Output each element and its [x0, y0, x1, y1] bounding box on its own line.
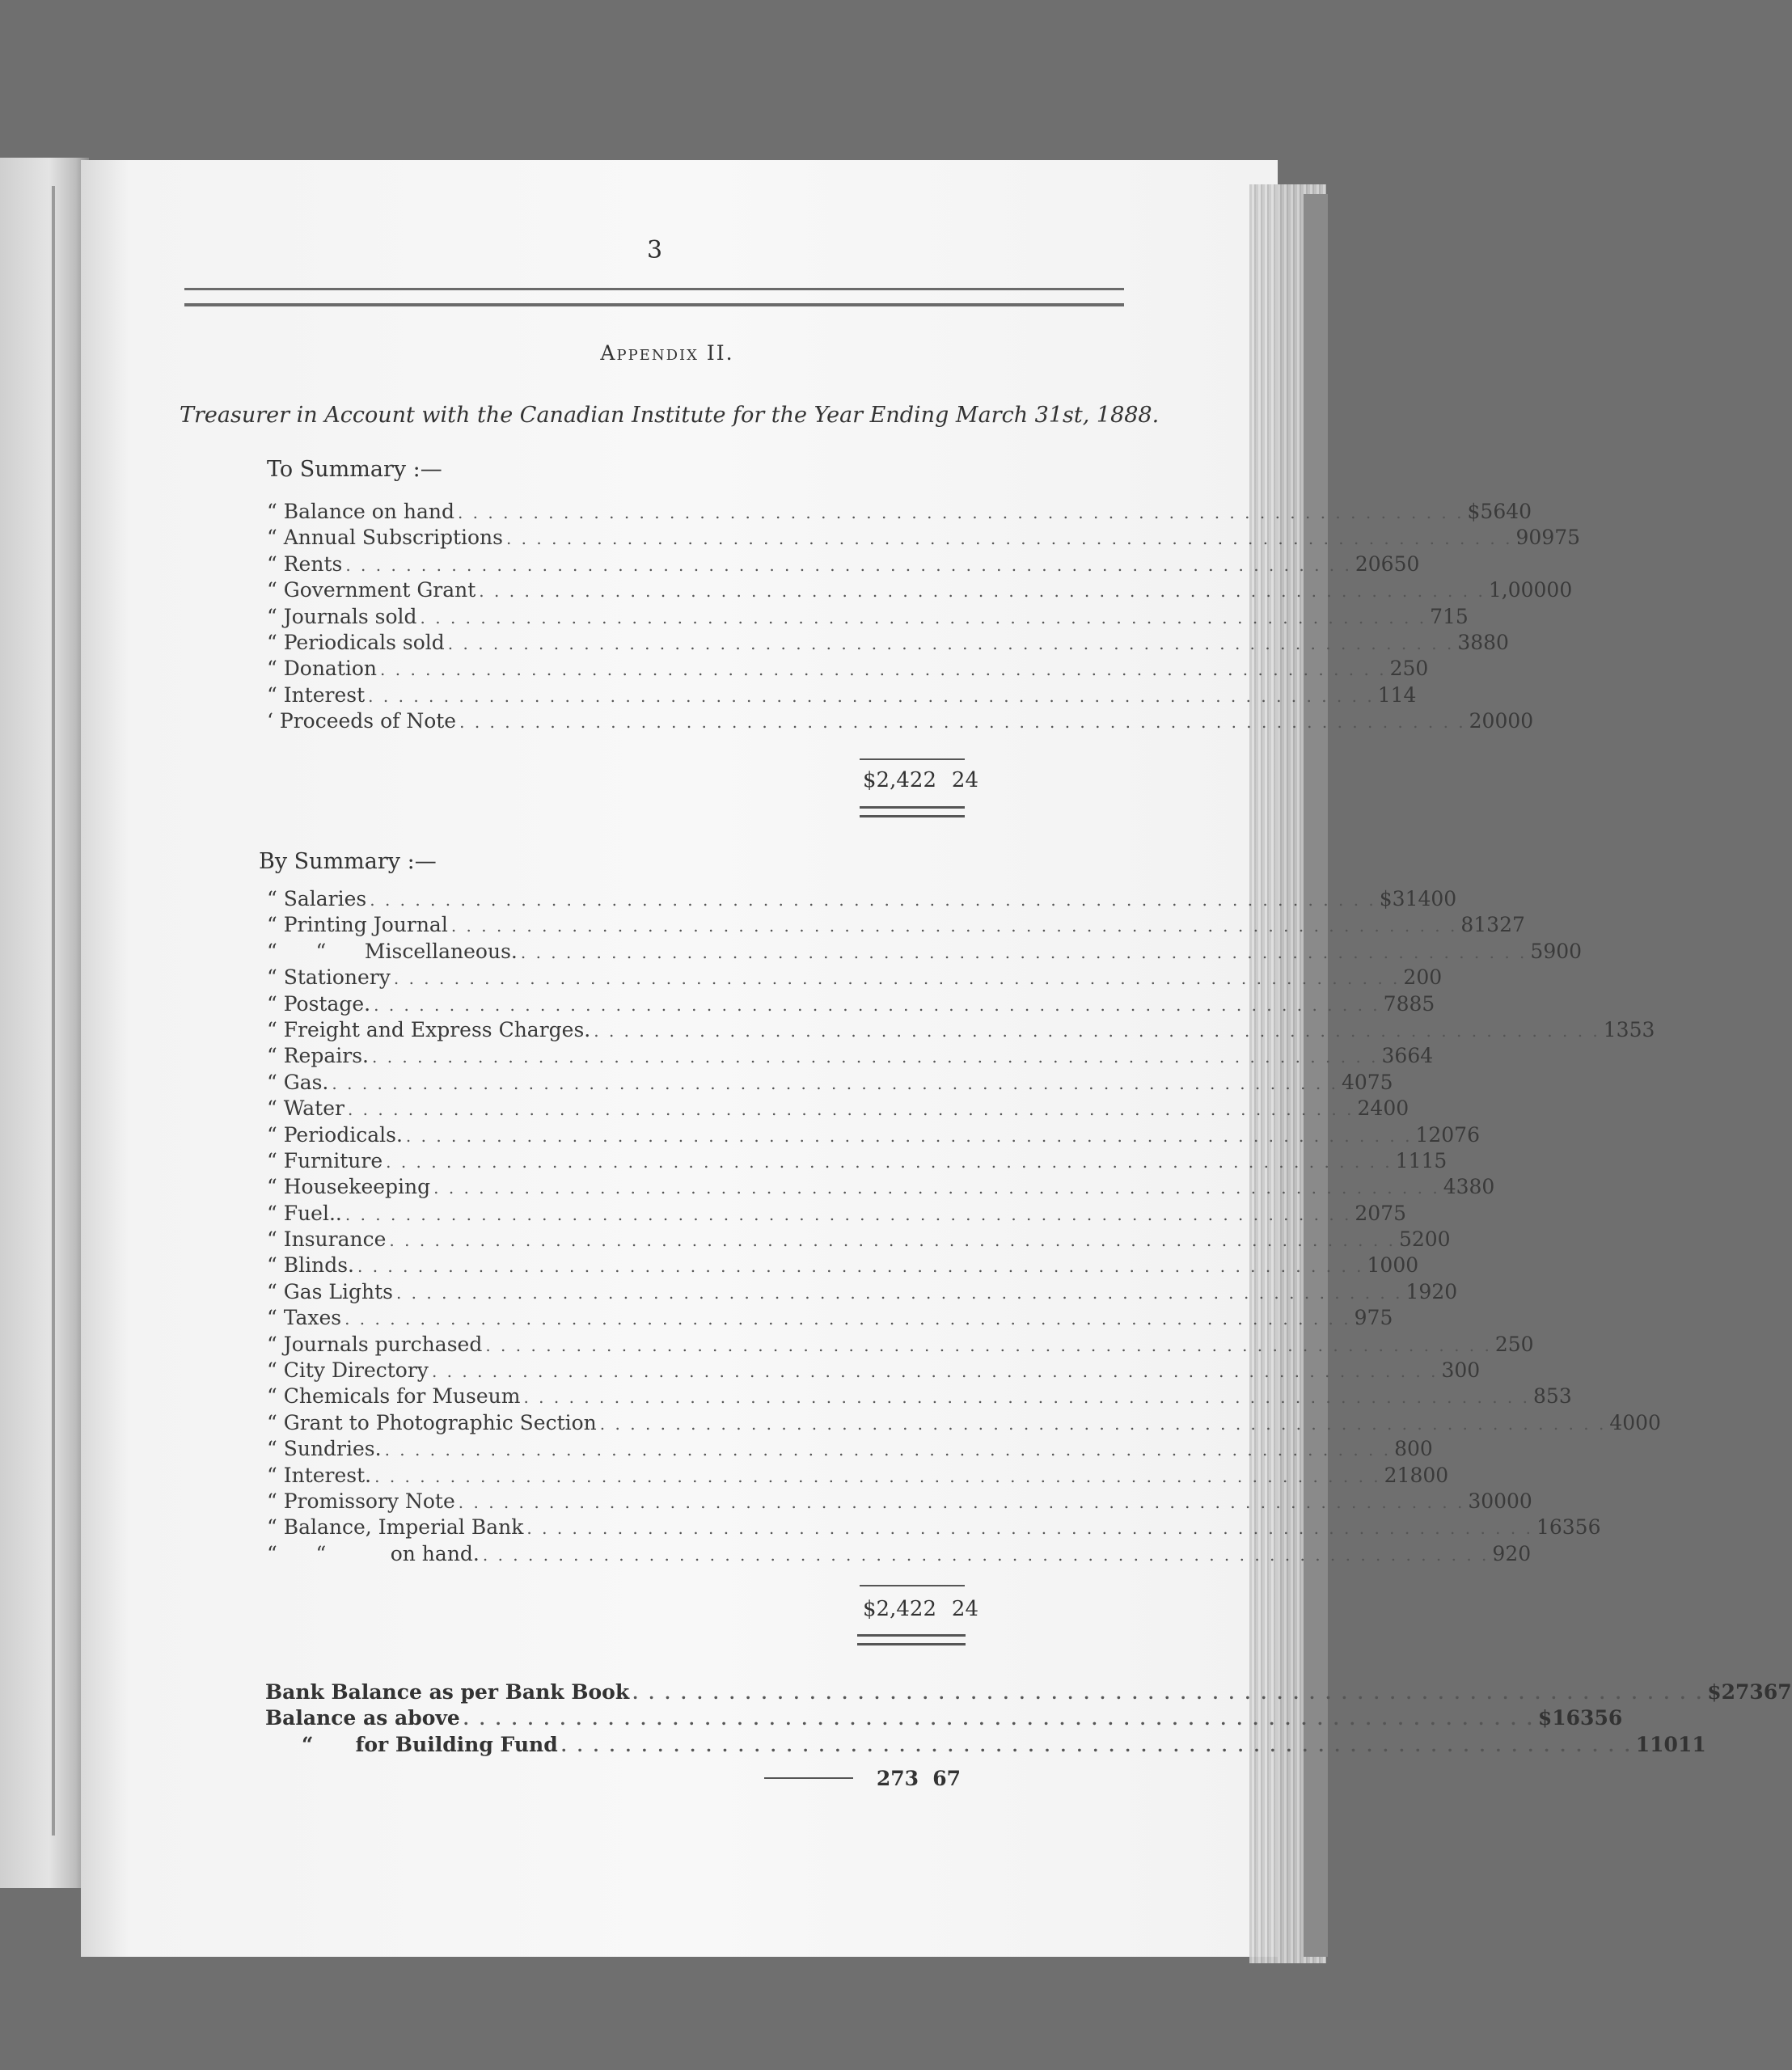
bank-sum-row [265, 1767, 961, 1793]
receipts-row [267, 500, 1532, 526]
dot-leader: . . . . . . . . . . . . . . . . . . . . . . . . . . . . . . . . . . . . . . . . . . . . . . . . . . . . . . . . . . . . . . . . . . . [526, 1519, 1533, 1539]
expenditures-row-label: “ Salaries [267, 887, 367, 910]
expenditures-row-dollars: 19 [1405, 1279, 1432, 1303]
page-number: 3 [647, 236, 663, 264]
expenditures-row-label: “ Taxes [267, 1306, 342, 1330]
expenditures-row-cents: 80 [1469, 1175, 1495, 1199]
expenditures-row [267, 913, 1525, 939]
expenditures-row-dollars: 9 [1492, 1541, 1506, 1565]
expenditures-row-dollars: 8 [1533, 1384, 1546, 1409]
expenditures-row-label: “ Postage. [267, 991, 371, 1016]
expenditures-row-cents: 20 [1431, 1279, 1458, 1303]
dot-leader: . . . . . . . . . . . . . . . . . . . . . . . . . . . . . . . . . . . . . . . . . . . . . . . . . . . . . . . . . . . . . . . . . . . [420, 607, 1427, 627]
dot-leader: . . . . . . . . . . . . . . . . . . . . . . . . . . . . . . . . . . . . . . . . . . . . . . . . . . . . . . . . . . . . . . . . . . . [523, 1388, 1531, 1408]
dot-leader: . . . . . . . . . . . . . . . . . . . . . . . . . . . . . . . . . . . . . . . . . . . . . . . . . . . . . . . . . . . . . . . . . . . [431, 1362, 1439, 1382]
book-spine [52, 186, 55, 1836]
expenditures-row-cents: 00 [1431, 887, 1457, 910]
expenditures-section-label: By Summary :— [259, 849, 437, 874]
expenditures-row-label: “ City Directory [267, 1358, 429, 1383]
expenditures-row [267, 1437, 1433, 1463]
receipts-row [267, 604, 1469, 631]
expenditures-row-cents: 15 [1421, 1148, 1448, 1172]
expenditures-row-label: “ Interest. [267, 1463, 372, 1487]
receipts-row-cents: 50 [1393, 551, 1420, 576]
expenditures-row [267, 965, 1443, 991]
receipts-total-dollars: $2,422 [863, 768, 936, 792]
bank-book-cents: 67 [1763, 1680, 1792, 1704]
expenditures-row-label: “ Gas Lights [267, 1279, 393, 1303]
expenditures-row-label: “ Water [267, 1096, 344, 1121]
expenditures-row [267, 1332, 1534, 1358]
expenditures-list [267, 887, 1661, 1568]
expenditures-row-label: “ Furniture [267, 1148, 383, 1172]
receipts-row-label: “ Periodicals sold [267, 630, 445, 654]
dot-leader: . . . . . . . . . . . . . . . . . . . . . . . . . . . . . . . . . . . . . . . . . . . . . . . . . . . . . . . . . . . . . . . . . . . [332, 1073, 1338, 1093]
expenditures-row-cents: 00 [1383, 1096, 1410, 1121]
receipts-row-cents: 40 [1506, 500, 1532, 523]
receipts-row-label: “ Rents [267, 551, 343, 576]
building-fund-row [265, 1732, 1706, 1759]
receipts-row-dollars: 206 [1355, 551, 1394, 576]
bank-book-label: Bank Balance as per Bank Book [265, 1680, 630, 1704]
receipts-row-cents: 50 [1402, 657, 1429, 681]
dot-leader: . . . . . . . . . . . . . . . . . . . . . . . . . . . . . . . . . . . . . . . . . . . . . . . . . . . . . . . . . . . . . . . . . . . [463, 1709, 1535, 1730]
dot-leader: . . . . . . . . . . . . . . . . . . . . . . . . . . . . . . . . . . . . . . . . . . . . . . . . . . . . . . . . . . . . . . . . . . . [599, 1413, 1607, 1434]
expenditures-row [267, 887, 1457, 913]
expenditures-row-dollars: 52 [1398, 1227, 1425, 1252]
dot-leader: . . . . . . . . . . . . . . . . . . . . . . . . . . . . . . . . . . . . . . . . . . . . . . . . . . . . . . . . . . . . . . . . . . . [371, 1047, 1379, 1067]
expenditures-row [267, 1227, 1451, 1253]
receipts-row [267, 551, 1420, 578]
dot-leader: . . . . . . . . . . . . . . . . . . . . . . . . . . . . . . . . . . . . . . . . . . . . . . . . . . . . . . . . . . . . . . . . . . . [459, 712, 1466, 733]
expenditures-row-label: “ Balance, Imperial Bank [267, 1515, 524, 1540]
expenditures-row-cents: 75 [1367, 1306, 1393, 1330]
dot-leader: . . . . . . . . . . . . . . . . . . . . . . . . . . . . . . . . . . . . . . . . . . . . . . . . . . . . . . . . . . . . . . . . . . . [380, 660, 1387, 680]
expenditures-row-cents: 00 [1393, 1253, 1419, 1278]
dot-leader: . . . . . . . . . . . . . . . . . . . . . . . . . . . . . . . . . . . . . . . . . . . . . . . . . . . . . . . . . . . . . . . . . . . [433, 1178, 1440, 1198]
expenditures-row-label: “ Chemicals for Museum [267, 1384, 521, 1409]
expenditures-row [267, 1253, 1419, 1279]
expenditures-row [267, 1148, 1448, 1175]
receipts-row-label: “ Donation [267, 657, 378, 681]
expenditures-row-label: “ Freight and Express Charges. [267, 1017, 591, 1041]
expenditures-row [267, 939, 1583, 965]
receipts-total-double-rule [860, 806, 965, 817]
receipts-row-dollars: 909 [1515, 526, 1555, 550]
expenditures-row-label: “ Sundries. [267, 1437, 382, 1461]
expenditures-row-cents: 00 [1422, 1463, 1449, 1487]
expenditures-row [267, 1096, 1410, 1122]
expenditures-row-dollars: 59 [1530, 939, 1557, 963]
bank-book-row [265, 1680, 1792, 1706]
receipts-row-dollars: 1,000 [1488, 578, 1547, 602]
receipts-row [267, 657, 1429, 682]
receipts-row [267, 682, 1417, 709]
expenditures-row-cents: 85 [1409, 991, 1435, 1016]
dot-leader: . . . . . . . . . . . . . . . . . . . . . . . . . . . . . . . . . . . . . . . . . . . . . . . . . . . . . . . . . . . . . . . . . . . [395, 1282, 1403, 1303]
dot-leader: . . . . . . . . . . . . . . . . . . . . . . . . . . . . . . . . . . . . . . . . . . . . . . . . . . . . . . . . . . . . . . . . . . . [374, 1466, 1381, 1486]
dot-leader: . . . . . . . . . . . . . . . . . . . . . . . . . . . . . . . . . . . . . . . . . . . . . . . . . . . . . . . . . . . . . . . . . . . [479, 581, 1486, 602]
expenditures-total-cents: 24 [951, 1597, 978, 1621]
expenditures-row-dollars: 20 [1355, 1201, 1381, 1225]
receipts-total-cents: 24 [951, 768, 978, 792]
dot-leader: . . . . . . . . . . . . . . . . . . . . . . . . . . . . . . . . . . . . . . . . . . . . . . . . . . . . . . . . . . . . . . . . . . . [347, 1100, 1355, 1120]
expenditures-row-cents: 00 [1454, 1358, 1481, 1383]
expenditures-row-dollars: 8 [1394, 1437, 1408, 1461]
dot-leader: . . . . . . . . . . . . . . . . . . . . . . . . . . . . . . . . . . . . . . . . . . . . . . . . . . . . . . . . . . . . . . . . . . . [450, 916, 1458, 936]
dot-leader: . . . . . . . . . . . . . . . . . . . . . . . . . . . . . . . . . . . . . . . . . . . . . . . . . . . . . . . . . . . . . . . . . . . [389, 1231, 1396, 1251]
expenditures-row-cents: 00 [1424, 1227, 1451, 1252]
expenditures-row-dollars: 36 [1381, 1044, 1408, 1068]
dot-leader: . . . . . . . . . . . . . . . . . . . . . . . . . . . . . . . . . . . . . . . . . . . . . . . . . . . . . . . . . . . . . . . . . . . [344, 1309, 1351, 1329]
expenditures-row-label: “ Repairs. [267, 1044, 369, 1068]
dot-leader: . . . . . . . . . . . . . . . . . . . . . . . . . . . . . . . . . . . . . . . . . . . . . . . . . . . . . . . . . . . . . . . . . . . [458, 1492, 1465, 1512]
receipts-row-dollars: 38 [1457, 630, 1484, 654]
receipts-row-cents: 80 [1483, 630, 1509, 654]
expenditures-row-dollars: 78 [1383, 991, 1410, 1016]
expenditures-row-cents: 27 [1499, 913, 1525, 937]
expenditures-row-dollars: 13 [1603, 1017, 1629, 1041]
receipts-row-label: “ Balance on hand [267, 500, 454, 523]
expenditures-subtotal-rule [860, 1585, 965, 1586]
expenditures-row-cents: 00 [1407, 1437, 1433, 1461]
expenditures-row-label: “ Periodicals. [267, 1122, 403, 1147]
expenditures-row [267, 1017, 1655, 1044]
bank-book-dollars: $273 [1707, 1680, 1764, 1704]
dot-leader: . . . . . . . . . . . . . . . . . . . . . . . . . . . . . . . . . . . . . . . . . . . . . . . . . . . . . . . . . . . . . . . . . . . [457, 503, 1464, 522]
expenditures-row-label: “ “ Miscellaneous. [267, 939, 518, 963]
expenditures-row-cents: 75 [1380, 1201, 1407, 1225]
dot-leader: . . . . . . . . . . . . . . . . . . . . . . . . . . . . . . . . . . . . . . . . . . . . . . . . . . . . . . . . . . . . . . . . . . . [632, 1683, 1705, 1703]
appendix-heading: Appendix II. [600, 341, 734, 365]
receipts-row [267, 578, 1573, 604]
dot-leader: . . . . . . . . . . . . . . . . . . . . . . . . . . . . . . . . . . . . . . . . . . . . . . . . . . . . . . . . . . . . . . . . . . . [594, 1020, 1600, 1041]
expenditures-row-cents: 76 [1454, 1122, 1480, 1147]
dot-leader: . . . . . . . . . . . . . . . . . . . . . . . . . . . . . . . . . . . . . . . . . . . . . . . . . . . . . . . . . . . . . . . . . . . [384, 1440, 1392, 1460]
building-fund-label: “ for Building Fund [302, 1732, 558, 1756]
receipts-row [267, 709, 1534, 735]
expenditures-row [267, 1410, 1661, 1437]
header-rule-thick [184, 303, 1124, 306]
expenditures-row-cents: 53 [1629, 1017, 1655, 1041]
dot-leader: . . . . . . . . . . . . . . . . . . . . . . . . . . . . . . . . . . . . . . . . . . . . . . . . . . . . . . . . . . . . . . . . . . . [357, 1257, 1364, 1277]
expenditures-row-dollars: 2 [1494, 1332, 1508, 1356]
expenditures-row-label: “ Promissory Note [267, 1489, 455, 1513]
receipts-row-label: “ Annual Subscriptions [267, 526, 503, 550]
receipts-row-dollars: $56 [1467, 500, 1507, 523]
expenditures-row [267, 1175, 1495, 1201]
expenditures-row [267, 1489, 1532, 1515]
bank-sum-rule [764, 1777, 853, 1779]
dot-leader: . . . . . . . . . . . . . . . . . . . . . . . . . . . . . . . . . . . . . . . . . . . . . . . . . . . . . . . . . . . . . . . . . . . [520, 942, 1528, 962]
expenditures-row [267, 1384, 1572, 1410]
dot-leader: . . . . . . . . . . . . . . . . . . . . . . . . . . . . . . . . . . . . . . . . . . . . . . . . . . . . . . . . . . . . . . . . . . . [447, 633, 1455, 653]
building-fund-cents: 11 [1677, 1732, 1706, 1756]
expenditures-row-dollars: 218 [1384, 1463, 1423, 1487]
expenditures-total-double-rule [857, 1634, 966, 1645]
expenditures-row-cents: 53 [1545, 1384, 1572, 1409]
bank-reconciliation [265, 1680, 1792, 1793]
expenditures-row-cents: 00 [1635, 1410, 1661, 1434]
receipts-row-label: ‘ Proceeds of Note [267, 709, 457, 733]
receipts-row-dollars: 200 [1469, 709, 1508, 733]
expenditures-row-dollars: 10 [1367, 1253, 1393, 1278]
receipts-row-dollars: 7 [1430, 604, 1443, 628]
expenditures-row-cents: 00 [1556, 939, 1583, 963]
expenditures-row-dollars: 24 [1357, 1096, 1384, 1121]
expenditures-row [267, 1358, 1481, 1384]
expenditures-row-cents: 75 [1367, 1070, 1393, 1094]
receipts-total [847, 768, 978, 792]
receipts-row-label: “ Government Grant [267, 578, 476, 602]
expenditures-row-cents: 20 [1505, 1541, 1532, 1565]
expenditures-row-cents: 56 [1574, 1515, 1601, 1540]
account-subtitle: Treasurer in Account with the Canadian Institute for the Year Ending March 31st, 1888. [180, 403, 1160, 428]
expenditures-row-cents: 50 [1507, 1332, 1534, 1356]
expenditures-row-dollars: 40 [1609, 1410, 1636, 1434]
expenditures-row-label: “ Journals purchased [267, 1332, 483, 1356]
dot-leader: . . . . . . . . . . . . . . . . . . . . . . . . . . . . . . . . . . . . . . . . . . . . . . . . . . . . . . . . . . . . . . . . . . . [374, 995, 1380, 1015]
expenditures-row-label: “ Stationery [267, 965, 391, 990]
expenditures-total-dollars: $2,422 [863, 1597, 936, 1621]
dot-leader: . . . . . . . . . . . . . . . . . . . . . . . . . . . . . . . . . . . . . . . . . . . . . . . . . . . . . . . . . . . . . . . . . . . [485, 1335, 1492, 1355]
dot-leader: . . . . . . . . . . . . . . . . . . . . . . . . . . . . . . . . . . . . . . . . . . . . . . . . . . . . . . . . . . . . . . . . . . . [345, 555, 1352, 575]
expenditures-row-label: “ Gas. [267, 1070, 329, 1094]
dot-leader: . . . . . . . . . . . . . . . . . . . . . . . . . . . . . . . . . . . . . . . . . . . . . . . . . . . . . . . . . . . . . . . . . . . [405, 1126, 1413, 1146]
balance-label: Balance as above [265, 1706, 460, 1730]
expenditures-row-dollars: 300 [1468, 1489, 1507, 1513]
balance-cents: 56 [1594, 1706, 1623, 1730]
facing-page-edge [0, 158, 89, 1888]
expenditures-row [267, 1463, 1449, 1489]
expenditures-row-dollars: 11 [1395, 1148, 1422, 1172]
dot-leader: . . . . . . . . . . . . . . . . . . . . . . . . . . . . . . . . . . . . . . . . . . . . . . . . . . . . . . . . . . . . . . . . . . . [368, 686, 1375, 706]
expenditures-row-dollars: 2 [1403, 965, 1417, 990]
expenditures-row-cents: 00 [1507, 1489, 1532, 1513]
bank-sum-dollars: 273 [876, 1767, 919, 1791]
building-fund-dollars: 110 [1635, 1732, 1678, 1756]
expenditures-row-cents: 00 [1416, 965, 1443, 990]
expenditures-row-dollars: 163 [1536, 1515, 1575, 1540]
expenditures-row-label: “ Blinds. [267, 1253, 354, 1278]
expenditures-row [267, 1279, 1458, 1306]
receipts-row-cents: 00 [1507, 709, 1534, 733]
receipts-row-cents: 15 [1442, 604, 1469, 628]
dot-leader: . . . . . . . . . . . . . . . . . . . . . . . . . . . . . . . . . . . . . . . . . . . . . . . . . . . . . . . . . . . . . . . . . . . [482, 1544, 1490, 1565]
expenditures-row-label: “ “ on hand. [267, 1541, 480, 1565]
receipts-row-label: “ Interest [267, 682, 366, 707]
header-rule-thin [184, 288, 1124, 290]
balance-row [265, 1706, 1623, 1732]
receipts-list [267, 500, 1581, 736]
expenditures-row [267, 1541, 1532, 1568]
dot-leader: . . . . . . . . . . . . . . . . . . . . . . . . . . . . . . . . . . . . . . . . . . . . . . . . . . . . . . . . . . . . . . . . . . . [386, 1151, 1393, 1172]
expenditures-row-cents: 64 [1407, 1044, 1434, 1068]
balance-dollars: $163 [1537, 1706, 1595, 1730]
receipts-row-dollars: 2 [1389, 657, 1403, 681]
receipts-subtotal-rule [860, 758, 965, 760]
dot-leader: . . . . . . . . . . . . . . . . . . . . . . . . . . . . . . . . . . . . . . . . . . . . . . . . . . . . . . . . . . . . . . . . . . . [560, 1735, 1633, 1755]
expenditures-row-dollars: 3 [1441, 1358, 1455, 1383]
receipts-row [267, 526, 1581, 551]
dot-leader: . . . . . . . . . . . . . . . . . . . . . . . . . . . . . . . . . . . . . . . . . . . . . . . . . . . . . . . . . . . . . . . . . . . [370, 890, 1376, 910]
receipts-row-cents: 14 [1390, 682, 1417, 707]
expenditures-row-label: “ Printing Journal [267, 913, 448, 937]
expenditures-row-dollars: 9 [1354, 1306, 1367, 1330]
expenditures-row-label: “ Insurance [267, 1227, 387, 1252]
receipts-row-cents: 00 [1546, 578, 1573, 602]
expenditures-row-dollars: 43 [1443, 1175, 1469, 1199]
expenditures-row [267, 1201, 1407, 1227]
dot-leader: . . . . . . . . . . . . . . . . . . . . . . . . . . . . . . . . . . . . . . . . . . . . . . . . . . . . . . . . . . . . . . . . . . . [505, 529, 1513, 549]
expenditures-total [847, 1597, 978, 1621]
expenditures-row [267, 1070, 1393, 1096]
expenditures-row [267, 1515, 1601, 1541]
expenditures-row-dollars: 120 [1415, 1122, 1455, 1147]
expenditures-row [267, 1044, 1434, 1070]
receipts-row [267, 630, 1509, 657]
dot-leader: . . . . . . . . . . . . . . . . . . . . . . . . . . . . . . . . . . . . . . . . . . . . . . . . . . . . . . . . . . . . . . . . . . . [344, 1204, 1352, 1224]
receipts-row-label: “ Journals sold [267, 604, 417, 628]
expenditures-row-label: “ Fuel.. [267, 1201, 342, 1225]
expenditures-row [267, 1122, 1480, 1149]
bank-sum-cents: 67 [932, 1767, 961, 1791]
expenditures-row-label: “ Grant to Photographic Section [267, 1410, 597, 1434]
expenditures-row [267, 991, 1435, 1018]
expenditures-row-dollars: $314 [1379, 887, 1431, 910]
receipts-section-label: To Summary :— [267, 457, 442, 482]
receipts-row-cents: 75 [1554, 526, 1581, 550]
expenditures-row-dollars: 40 [1341, 1070, 1367, 1094]
receipts-row-dollars: 1 [1377, 682, 1391, 707]
expenditures-row-dollars: 813 [1460, 913, 1500, 937]
expenditures-row [267, 1306, 1393, 1332]
expenditures-row-label: “ Housekeeping [267, 1175, 431, 1199]
dot-leader: . . . . . . . . . . . . . . . . . . . . . . . . . . . . . . . . . . . . . . . . . . . . . . . . . . . . . . . . . . . . . . . . . . . [393, 969, 1401, 989]
